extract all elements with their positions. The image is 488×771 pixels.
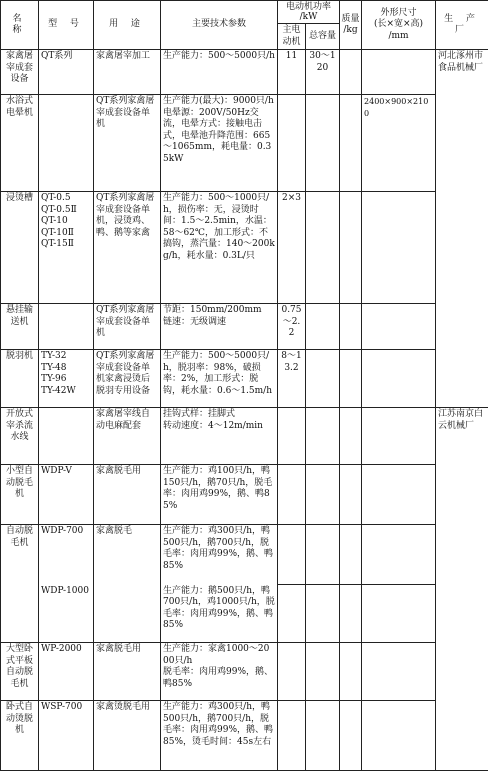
cell-model: WP-2000: [39, 643, 94, 701]
cell-main-motor: [278, 408, 306, 465]
cell-use: [94, 585, 161, 643]
cell-model: QT系列: [39, 50, 94, 95]
cell-maker: 江苏南京白云机械厂: [436, 408, 488, 771]
cell-model: QT-0.5 QT-0.5Ⅱ QT-10 QT-10Ⅱ QT-15Ⅱ: [39, 192, 94, 304]
header-power-label: 电动机功率: [280, 2, 337, 12]
cell-params: 生产能力：500～1000只/h，损伤率：无，浸烫时间：1.5～2.5min，水温：58～62℃，加工形式：不搞钩，蒸汽量：140～200kg/h，耗水量：0.3L/只: [161, 192, 278, 304]
cell-use: 家禽屠宰加工: [94, 50, 161, 95]
cell-dims: [362, 192, 436, 304]
cell-use: 家禽烫脱毛用: [94, 701, 161, 771]
header-model: 型 号: [39, 1, 94, 50]
header-maker: 生 产 厂: [436, 1, 488, 50]
table-row: [1, 192, 488, 304]
table-row: [1, 304, 488, 350]
cell-params: 生产能力：500～5000只/h，脱羽率：98%，破损率：2%，加工形式：脱钩，耗水量：0.6～1.5m/h: [161, 350, 278, 408]
table-row: [1, 350, 488, 408]
cell-use: QT系列家禽屠宰成套设备单机: [94, 95, 161, 192]
cell-model: WDP-V: [39, 465, 94, 525]
cell-mass: [340, 643, 362, 701]
cell-mass: [340, 701, 362, 771]
cell-dims: [362, 525, 436, 585]
cell-params: 生产能力：鸡300只/h，鸭500只/h，鹅700只/h，脱毛率：肉用鸡99%，鹅、鸭85%，烫毛时间：45s左右: [161, 701, 278, 771]
header-total-capacity: 总容量: [306, 24, 340, 50]
cell-params: 节距：150mm/200mm 链速：无级调速: [161, 304, 278, 350]
cell-params: 生产能力：鸡100只/h，鸭150只/h，鹅70只/h，脱毛率：肉用鸡99%，鹅、鸭85%: [161, 465, 278, 525]
cell-total: 30～120: [306, 50, 340, 95]
cell-total: [306, 701, 340, 771]
cell-model: WDP-1000: [39, 585, 94, 643]
cell-use: QT系列家禽屠宰成套设备单机: [94, 304, 161, 350]
cell-model: TY-32 TY-48 TY-96 TY-42W: [39, 350, 94, 408]
cell-model: [39, 408, 94, 465]
table-row: [1, 408, 488, 465]
header-power: [278, 1, 340, 24]
cell-params: 生产能力(最大)：9000只/h 电晕源：200V/50Hz交流，电晕方式：接触电击式，电晕池升降范围：665～1065mm，耗电量：0.35kW: [161, 95, 278, 192]
cell-use: 家禽脱毛: [94, 525, 161, 585]
cell-model: [39, 95, 94, 192]
table-row: [1, 585, 488, 643]
cell-params: 生产能力：鹅500只/h，鸭700只/h，鸡1000只/h，脱毛率：肉用鸡99%，鹅、鸭85%: [161, 585, 278, 643]
cell-main-motor: 0.75～2.2: [278, 304, 306, 350]
header-mass-unit: /kg: [340, 25, 361, 37]
table-row: [1, 701, 488, 771]
cell-name: [1, 585, 39, 643]
cell-total: [306, 643, 340, 701]
cell-main-motor: [278, 465, 306, 525]
cell-name: 浸烫槽: [1, 192, 39, 304]
cell-dims: [362, 585, 436, 643]
cell-total: [306, 350, 340, 408]
cell-name: 大型卧式平板自动脱毛机: [1, 643, 39, 701]
header-power-unit: /kW: [280, 12, 337, 22]
table-row: [1, 525, 488, 585]
cell-use: 家禽脱毛用: [94, 465, 161, 525]
cell-mass: [340, 95, 362, 192]
cell-model: WSP-700: [39, 701, 94, 771]
cell-name: 卧式自动烫脱机: [1, 701, 39, 771]
cell-mass: [340, 192, 362, 304]
cell-main-motor: [278, 585, 306, 643]
cell-use: 家禽脱毛用: [94, 643, 161, 701]
cell-total: [306, 95, 340, 192]
header-dims-label: 外形尺寸: [364, 8, 433, 20]
cell-mass: [340, 465, 362, 525]
header-mass: [340, 1, 362, 50]
cell-name: 脱羽机: [1, 350, 39, 408]
cell-main-motor: [278, 643, 306, 701]
cell-total: [306, 192, 340, 304]
cell-name: 自动脱毛机: [1, 525, 39, 585]
table-row: [1, 465, 488, 525]
header-main-motor: 主电动机: [278, 24, 306, 50]
cell-mass: [340, 50, 362, 95]
cell-dims: [362, 701, 436, 771]
cell-name: 开放式宰杀流水线: [1, 408, 39, 465]
cell-dims: [362, 643, 436, 701]
header-name: 名 称: [1, 1, 39, 50]
cell-mass: [340, 408, 362, 465]
cell-params: 生产能力：鸡300只/h，鸭500只/h，鹅700只/h，脱毛率：肉用鸡99%，鹅、鸭85%: [161, 525, 278, 585]
cell-params: 生产能力：500～5000只/h: [161, 50, 278, 95]
cell-main-motor: [278, 525, 306, 585]
cell-mass: [340, 525, 362, 585]
cell-dims: [362, 350, 436, 408]
cell-dims: [362, 465, 436, 525]
cell-dims: 2400×900×2100: [362, 95, 436, 192]
header-row-1: [1, 1, 488, 24]
cell-name: 悬挂输送机: [1, 304, 39, 350]
cell-main-motor: 8～13.2: [278, 350, 306, 408]
table-row: [1, 50, 488, 95]
cell-use: QT系列家禽屠宰成套设备单机家禽浸烫后脱羽专用设备: [94, 350, 161, 408]
cell-total: [306, 525, 340, 585]
cell-name: 小型自动脱毛机: [1, 465, 39, 525]
cell-total: [306, 585, 340, 643]
cell-total: [306, 408, 340, 465]
cell-model: WDP-700: [39, 525, 94, 585]
header-params: 主要技术参数: [161, 1, 278, 50]
cell-use: 家禽屠宰线自动电麻配套: [94, 408, 161, 465]
header-dims-unit: /mm: [364, 31, 433, 43]
cell-name: 家禽屠宰成套设备: [1, 50, 39, 95]
cell-main-motor: [278, 95, 306, 192]
header-dims: [362, 1, 436, 50]
cell-total: [306, 304, 340, 350]
cell-main-motor: 2×3: [278, 192, 306, 304]
cell-mass: [340, 585, 362, 643]
cell-dims: [362, 50, 436, 95]
header-use: 用 途: [94, 1, 161, 50]
cell-maker: 河北涿州市食品机械厂: [436, 50, 488, 408]
cell-model: [39, 304, 94, 350]
cell-params: 生产能力：家禽1000～2000只/h 脱毛率：肉用鸡99%，鹅、鸭85%: [161, 643, 278, 701]
cell-main-motor: 11: [278, 50, 306, 95]
header-mass-label: 质量: [340, 14, 361, 26]
cell-main-motor: [278, 701, 306, 771]
cell-dims: [362, 304, 436, 350]
table-row: [1, 643, 488, 701]
header-dims-formula: (长×宽×高): [364, 19, 433, 31]
cell-name: 水浴式电晕机: [1, 95, 39, 192]
cell-mass: [340, 304, 362, 350]
cell-dims: [362, 408, 436, 465]
cell-total: [306, 465, 340, 525]
cell-use: QT系列家禽屠宰成套设备单机，浸烫鸡、鸭、鹅等家禽: [94, 192, 161, 304]
cell-params: 挂钩式样：挂脚式 转动速度：4～12m/min: [161, 408, 278, 465]
table-row: [1, 95, 488, 192]
cell-mass: [340, 350, 362, 408]
